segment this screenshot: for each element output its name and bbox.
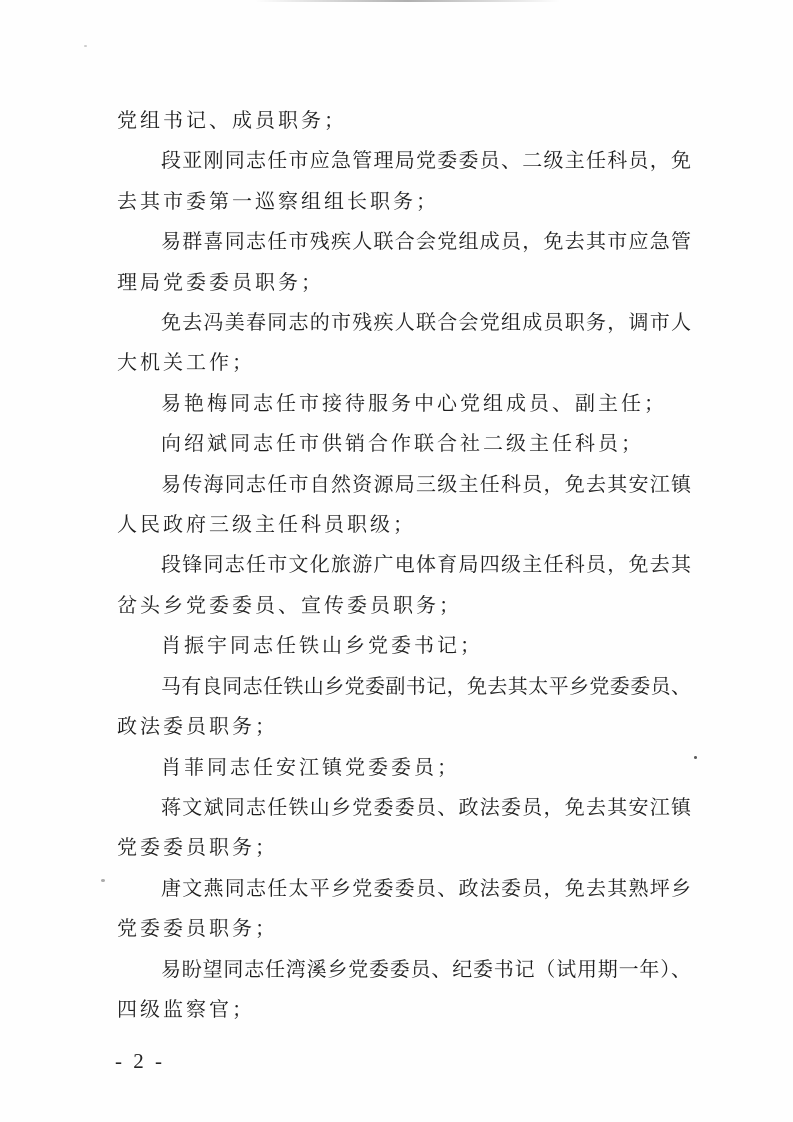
document-body — [117, 101, 691, 1030]
document-line: 段锋同志任市文化旅游广电体育局四级主任科员，免去其 — [161, 554, 691, 577]
document-line: 马有良同志任铁山乡党委副书记，免去其太平乡党委委员、 — [161, 675, 691, 698]
document-line: 岔头乡党委委员、宣传委员职务； — [117, 594, 462, 617]
document-line: 去其市委第一巡察组组长职务； — [117, 190, 439, 213]
scan-speck — [694, 756, 697, 759]
document-line: 易传海同志任市自然资源局三级主任科员，免去其安江镇 — [161, 473, 691, 496]
scan-smudge-top — [255, 0, 560, 2]
document-line: 肖振宇同志任铁山乡党委书记； — [161, 635, 483, 658]
document-line: 人民政府三级主任科员职级； — [117, 514, 416, 537]
document-line: 易群喜同志任市残疾人联合会党组成员，免去其市应急管 — [161, 231, 691, 254]
scan-speck — [101, 879, 105, 882]
document-line: 政法委员职务； — [117, 716, 278, 739]
document-line: 大机关工作； — [117, 352, 255, 375]
document-line: 向绍斌同志任市供销合作联合社二级主任科员； — [161, 433, 644, 456]
document-line: 免去冯美春同志的市残疾人联合会党组成员职务，调市人 — [161, 312, 691, 335]
document-line: 四级监察官； — [117, 998, 255, 1021]
document-line: 段亚刚同志任市应急管理局党委委员、二级主任科员，免 — [161, 150, 691, 173]
page-number: - 2 - — [115, 1049, 165, 1073]
document-line: 易盼望同志任湾溪乡党委委员、纪委书记（试用期一年）、 — [161, 958, 691, 981]
document-line: 党委委员职务； — [117, 837, 278, 860]
scan-speck — [84, 45, 87, 47]
document-line: 党组书记、成员职务； — [117, 110, 347, 132]
document-line: 党委委员职务； — [117, 918, 278, 941]
document-line: 易艳梅同志任市接待服务中心党组成员、副主任； — [161, 392, 667, 415]
document-line: 理局党委委员职务； — [117, 271, 324, 294]
document-line: 蒋文斌同志任铁山乡党委委员、政法委员，免去其安江镇 — [161, 796, 691, 819]
document-line: 唐文燕同志任太平乡党委委员、政法委员，免去其熟坪乡 — [161, 877, 691, 900]
document-line: 肖菲同志任安江镇党委委员； — [161, 756, 460, 779]
